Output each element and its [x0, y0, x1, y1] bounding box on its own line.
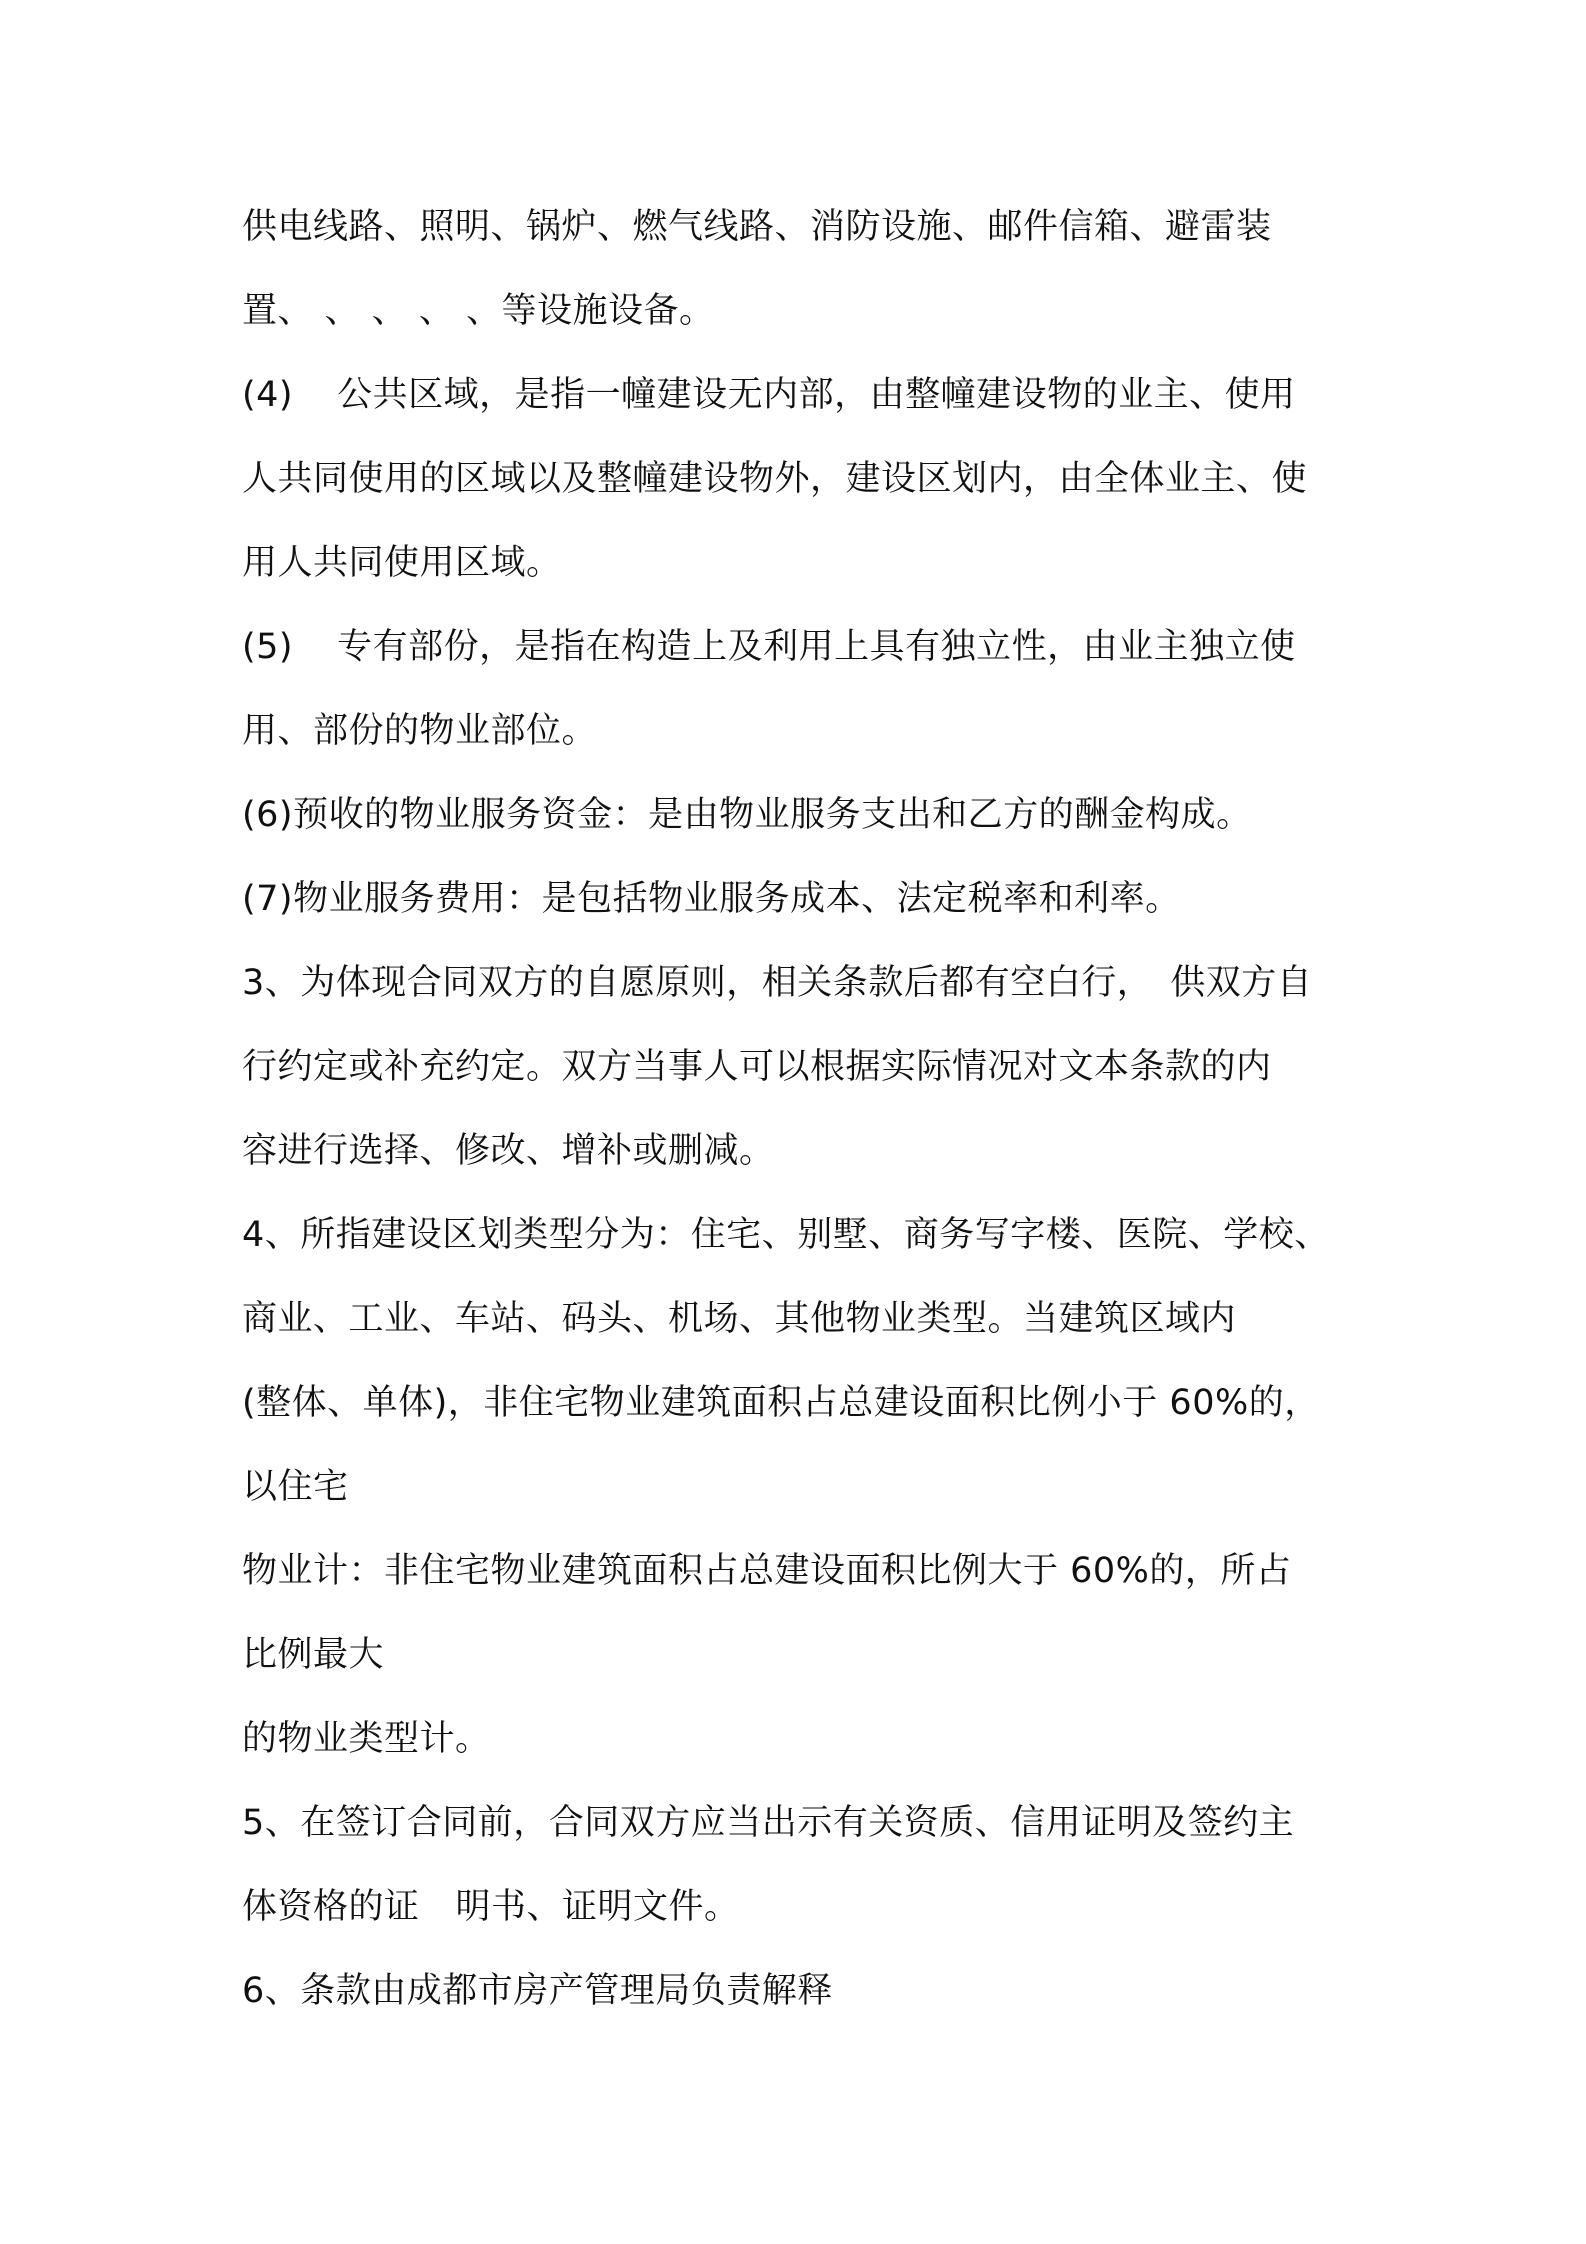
paragraph-text: 专有部份，是指在构造上及利用上具有独立性，由业主独立使: [337, 627, 1296, 667]
text-line: [242, 961, 1312, 1005]
list-marker: (4): [242, 375, 294, 415]
text-line: 供电线路、照明、锅炉、燃气线路、消防设施、邮件信箱、避雷装: [242, 207, 1272, 247]
text-line: 容进行选择、修改、增补或删减。: [242, 1131, 775, 1171]
text-line: 置、 、 、 、 、等设施设备。: [242, 291, 715, 331]
text-line: 的物业类型计。: [242, 1719, 491, 1759]
text-line: 用、部份的物业部位。: [242, 711, 598, 751]
text-line: [242, 373, 1296, 417]
text-line: (6)预收的物业服务资金：是由物业服务支出和乙方的酬金构成。: [242, 795, 1252, 835]
paragraph-text: 公共区域，是指一幢建设无内部，由整幢建设物的业主、使用: [337, 375, 1296, 415]
text-line: 物业计：非住宅物业建筑面积占总建设面积比例大于 60%的，所占: [242, 1551, 1292, 1591]
text-line: (整体、单体)，非住宅物业建筑面积占总建设面积比例小于 60%的，: [242, 1383, 1320, 1423]
text-line: [242, 1885, 740, 1929]
text-line: 人共同使用的区域以及整幢建设物外，建设区划内，由全体业主、使: [242, 459, 1308, 499]
text-line: 5、在签订合同前，合同双方应当出示有关资质、信用证明及签约主: [242, 1803, 1295, 1843]
text-line: 比例最大: [242, 1635, 385, 1675]
paragraph-text: 体资格的证: [242, 1887, 420, 1927]
text-line: 行约定或补充约定。双方当事人可以根据实际情况对文本条款的内: [242, 1047, 1272, 1087]
paragraph-text: 供双方自: [1170, 963, 1313, 1003]
text-line: 6、条款由成都市房产管理局负责解释: [242, 1971, 833, 2011]
text-line: 4、所指建设区划类型分为：住宅、别墅、商务写字楼、医院、学校、: [242, 1215, 1330, 1255]
text-line: 以住宅: [242, 1467, 349, 1507]
list-marker: (5): [242, 627, 294, 667]
text-line: [242, 625, 1296, 669]
paragraph-text: 3、为体现合同双方的自愿原则，相关条款后都有空白行，: [242, 963, 1153, 1003]
text-line: (7)物业服务费用：是包括物业服务成本、法定税率和利率。: [242, 879, 1181, 919]
text-line: 用人共同使用区域。: [242, 543, 562, 583]
paragraph-text: 明书、证明文件。: [455, 1887, 740, 1927]
text-line: 商业、工业、车站、码头、机场、其他物业类型。当建筑区域内: [242, 1299, 1237, 1339]
